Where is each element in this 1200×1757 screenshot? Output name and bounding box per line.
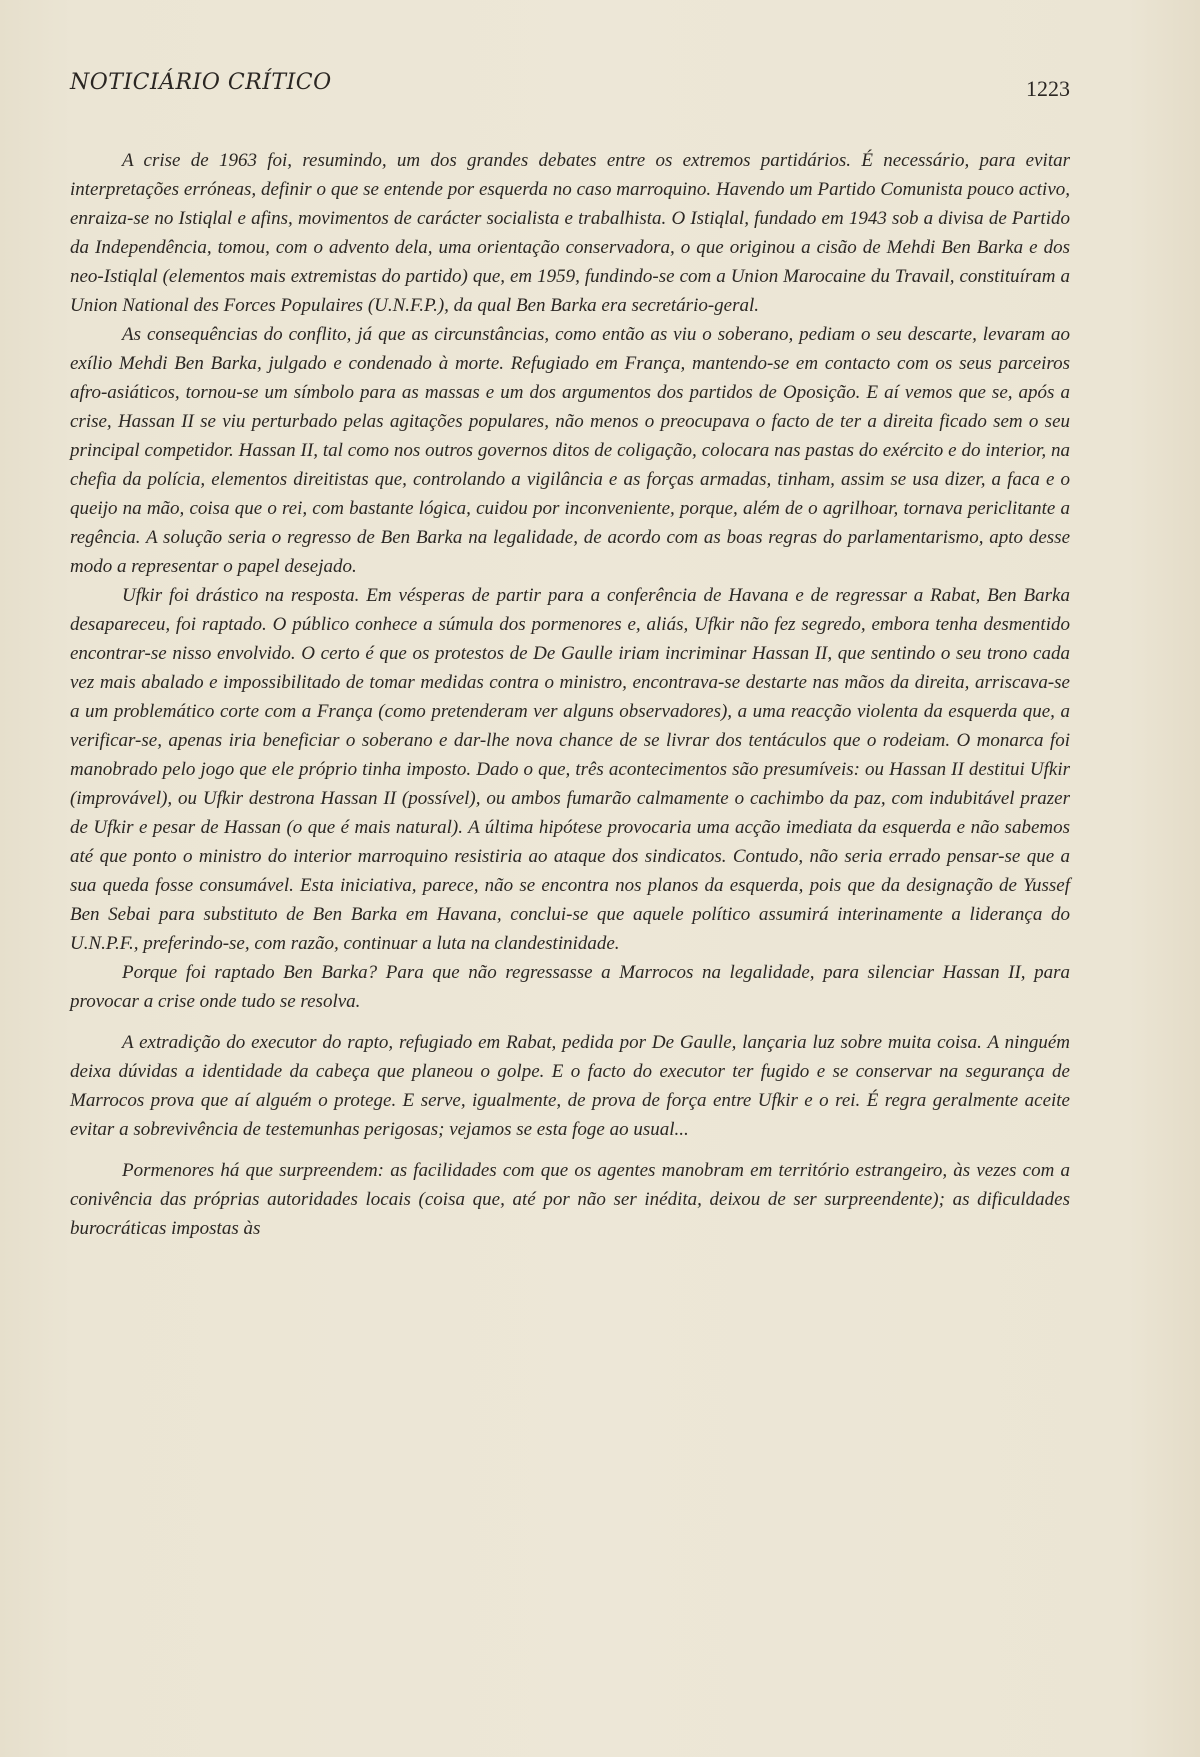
page-header: [70, 70, 1070, 110]
paragraph-5: A extradição do executor do rapto, refugiado em Rabat, pedida por De Gaulle, lançaria luz sobre muita coisa. A ninguém deixa dúvidas a identidade da cabeça que planeou o golpe. E o facto do executor ter fugido e se conservar na segurança de Marrocos prova que aí alguém o protege. E serve, igualmente, de prova de força entre Ufkir e o rei. É regra geralmente aceite evitar a sobrevivência de testemunhas perigosas; vejamos se esta foge ao usual...: [70, 1032, 1070, 1140]
paragraph-4: Porque foi raptado Ben Barka? Para que não regressasse a Marrocos na legalidade, para silenciar Hassan II, para provocar a crise onde tudo se resolva.: [70, 962, 1070, 1012]
paragraph-3: Ufkir foi drástico na resposta. Em vésperas de partir para a conferência de Havana e de regressar a Rabat, Ben Barka desapareceu, foi raptado. O público conhece a súmula dos pormenores e, aliás, Ufkir não fez segredo, embora tenha desmentido encontrar-se nisso envolvido. O certo é que os protestos de De Gaulle iriam incriminar Hassan II, que sentindo o seu trono cada vez mais abalado e impossibilitado de tomar medidas contra o ministro, encontrava-se destarte nas mãos da direita, arriscava-se a um problemático corte com a França (como pretenderam ver alguns observadores), a uma reacção violenta da esquerda que, a verificar-se, apenas iria beneficiar o soberano e dar-lhe nova chance de se livrar dos tentáculos que o rodeiam. O monarca foi manobrado pelo jogo que ele próprio tinha imposto. Dado o que, três acontecimentos são presumíveis: ou Hassan II destitui Ufkir (improvável), ou Ufkir destrona Hassan II (possível), ou ambos fumarão calmamente o cachimbo da paz, com indubitável prazer de Ufkir e pesar de Hassan (o que é mais natural). A última hipótese provocaria uma acção imediata da esquerda e não sabemos até que ponto o ministro do interior marroquino resistiria ao ataque dos sindicatos. Contudo, não seria errado pensar-se que a sua queda fosse consumável. Esta iniciativa, parece, não se encontra nos planos da esquerda, pois que da designação de Yussef Ben Sebai para substituto de Ben Barka em Havana, conclui-se que aquele político assumirá interinamente a liderança do U.N.P.F., preferindo-se, com razão, continuar a luta na clandestinidade.: [70, 585, 1070, 954]
paragraph-2: As consequências do conflito, já que as circunstâncias, como então as viu o soberano, pediam o seu descarte, levaram ao exílio Mehdi Ben Barka, julgado e condenado à morte. Refugiado em França, mantendo-se em contacto com os seus parceiros afro-asiáticos, tornou-se um símbolo para as massas e um dos argumentos dos partidos de Oposição. E aí vemos que se, após a crise, Hassan II se viu perturbado pelas agitações populares, não menos o preocupava o facto de ter a direita ficado sem o seu principal competidor. Hassan II, tal como nos outros governos ditos de coligação, colocara nas pastas do exército e do interior, na chefia da polícia, elementos direitistas que, controlando a vigilância e as forças armadas, tinham, assim se usa dizer, a faca e o queijo na mão, coisa que o rei, com bastante lógica, cuidou por inconveniente, porque, além de o agrilhoar, tornava periclitante a regência. A solução seria o regresso de Ben Barka na legalidade, de acordo com as boas regras do parlamentarismo, apto desse modo a representar o papel desejado.: [70, 324, 1070, 577]
article-body: [70, 146, 1070, 1243]
running-title: NOTICIÁRIO CRÍTICO: [70, 70, 332, 95]
paragraph-6: Pormenores há que surpreendem: as facilidades com que os agentes manobram em território estrangeiro, às vezes com a conivência das próprias autoridades locais (coisa que, até por não ser inédita, deixou de ser surpreendente); as dificuldades burocráticas impostas às: [70, 1160, 1070, 1239]
page-number: 1223: [1026, 76, 1070, 101]
paragraph-1: A crise de 1963 foi, resumindo, um dos grandes debates entre os extremos partidários. É necessário, para evitar interpretações erróneas, definir o que se entende por esquerda no caso marroquino. Havendo um Partido Comunista pouco activo, enraiza-se no Istiqlal e afins, movimentos de carácter socialista e trabalhista. O Istiqlal, fundado em 1943 sob a divisa de Partido da Independência, tomou, com o advento dela, uma orientação conservadora, o que originou a cisão de Mehdi Ben Barka e dos neo-Istiqlal (elementos mais extremistas do partido) que, em 1959, fundindo-se com a Union Marocaine du Travail, constituíram a Union National des Forces Populaires (U.N.F.P.), da qual Ben Barka era secretário-geral.: [70, 150, 1070, 316]
